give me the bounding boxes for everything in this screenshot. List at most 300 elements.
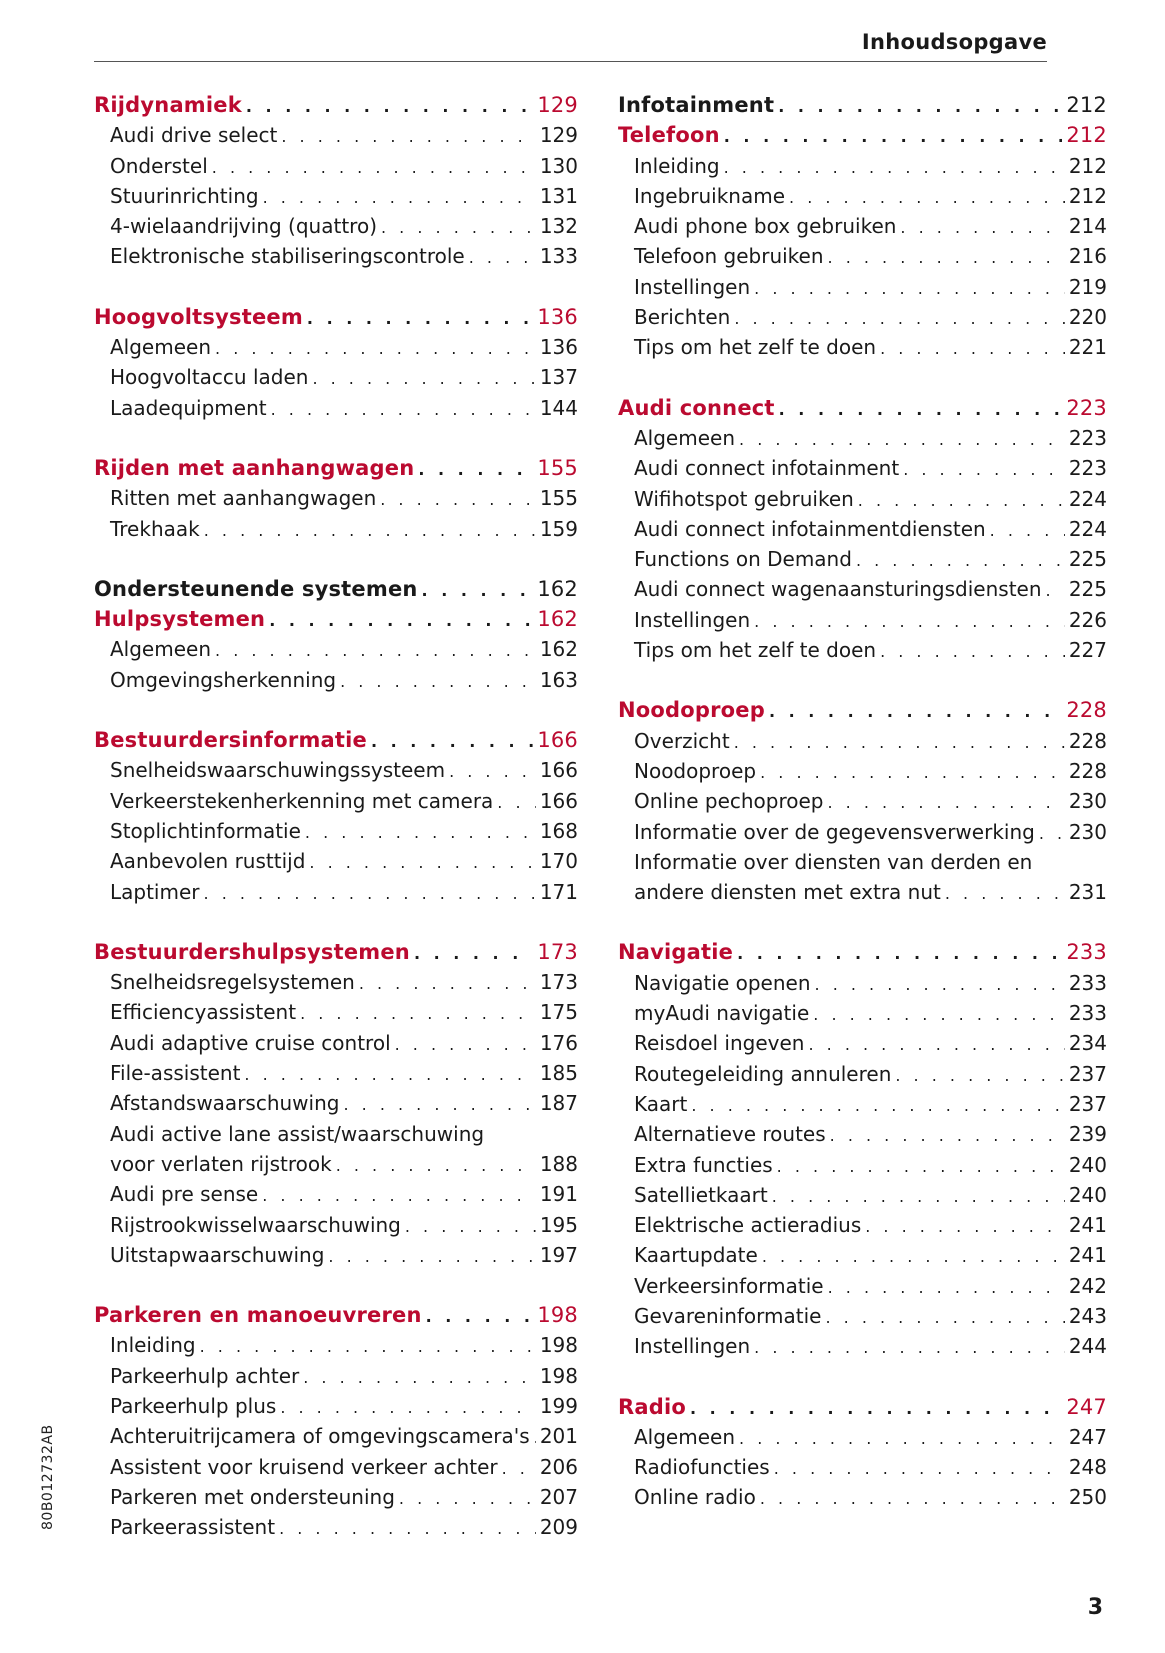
dot-leader	[340, 667, 536, 697]
toc-entry-label: Parkeerassistent	[110, 1515, 276, 1540]
toc-entry-page-number: 207	[539, 1484, 578, 1509]
dot-leader	[359, 969, 536, 999]
toc-entry[interactable]	[618, 241, 1107, 271]
toc-entry-label: Navigatie openen	[634, 970, 811, 995]
dot-leader	[762, 1242, 1065, 1272]
toc-chapter-heading[interactable]	[94, 453, 578, 483]
toc-chapter-heading-page-number: 212	[1066, 123, 1107, 148]
toc-entry-page-number: 170	[539, 849, 578, 874]
toc-entry[interactable]	[618, 1240, 1107, 1270]
toc-entry-label: Instellingen	[634, 274, 751, 299]
toc-entry-page-number: 132	[539, 214, 578, 239]
toc-chapter-heading[interactable]	[94, 604, 578, 634]
toc-entry-label: Audi pre sense	[110, 1182, 259, 1207]
toc-entry[interactable]	[94, 967, 578, 997]
dot-leader	[865, 1212, 1065, 1242]
toc-entry-page-number: 230	[1068, 789, 1107, 814]
toc-entry-label: Stuurinrichting	[110, 183, 259, 208]
toc-entry-page-number: 173	[539, 970, 578, 995]
dot-leader	[395, 1030, 536, 1060]
toc-entry-label: Parkeerhulp plus	[110, 1393, 277, 1418]
dot-leader	[399, 1484, 536, 1514]
toc-entry-label: Kaartupdate	[634, 1243, 758, 1268]
toc-entry[interactable]	[618, 1028, 1107, 1058]
document-code: 80B012732AB	[40, 1424, 56, 1530]
dot-leader	[305, 818, 536, 848]
dot-leader	[754, 1333, 1065, 1363]
toc-entry-page-number: 231	[1068, 880, 1107, 905]
toc-chapter-heading-page-number: 173	[537, 939, 578, 964]
toc-entry-label: Alternatieve routes	[634, 1122, 826, 1147]
dot-leader	[418, 455, 533, 485]
toc-entry-label: Online pechoproep	[634, 789, 824, 814]
toc-entry[interactable]	[618, 1119, 1107, 1149]
toc-section	[618, 695, 1107, 907]
toc-entry[interactable]	[94, 1240, 578, 1270]
dot-leader	[858, 486, 1065, 516]
toc-entry[interactable]	[618, 181, 1107, 211]
toc-entry[interactable]	[618, 574, 1107, 604]
toc-entry-page-number: 240	[1068, 1182, 1107, 1207]
toc-entry-label: Informatie over de gegevensverwerking	[634, 819, 1035, 844]
toc-entry[interactable]	[618, 1150, 1107, 1180]
toc-entry-page-number: 241	[1068, 1243, 1107, 1268]
dot-leader	[426, 1302, 534, 1332]
toc-entry-label: Aanbevolen rusttijd	[110, 849, 306, 874]
toc-entry-page-number: 247	[1068, 1424, 1107, 1449]
toc-entry-label: 4-wielaandrijving (quattro)	[110, 214, 377, 239]
dot-leader	[200, 1332, 536, 1362]
toc-chapter-heading-page-number: 247	[1066, 1394, 1107, 1419]
dot-leader	[312, 364, 535, 394]
toc-entry[interactable]	[94, 1210, 578, 1240]
toc-entry-page-number: 239	[1068, 1122, 1107, 1147]
toc-entry[interactable]	[94, 786, 578, 816]
dot-leader	[830, 1121, 1065, 1151]
dot-leader	[262, 1181, 536, 1211]
toc-entry[interactable]	[618, 968, 1107, 998]
toc-entry-label: Snelheidsregelsystemen	[110, 970, 355, 995]
toc-entry[interactable]	[618, 1452, 1107, 1482]
dot-leader	[778, 92, 1062, 122]
toc-section	[94, 937, 578, 1270]
toc-entry-page-number: 243	[1068, 1303, 1107, 1328]
toc-entry-label: Algemeen	[110, 335, 212, 360]
toc-entry-label: Extra functies	[634, 1152, 773, 1177]
toc-entry-page-number: 201	[539, 1424, 578, 1449]
dot-leader	[449, 757, 536, 787]
toc-entry-page-number: 144	[539, 395, 578, 420]
toc-chapter-heading-page-number: 233	[1066, 940, 1107, 965]
toc-entry[interactable]	[618, 756, 1107, 786]
toc-entry[interactable]	[618, 332, 1107, 362]
toc-chapter-heading-page-number: 223	[1066, 395, 1107, 420]
toc-entry[interactable]	[618, 453, 1107, 483]
toc-entry-label: Parkeren met ondersteuning	[110, 1484, 395, 1509]
toc-entry[interactable]	[94, 181, 578, 211]
dot-leader	[734, 728, 1065, 758]
toc-entry-label: Tips om het zelf te doen	[634, 638, 877, 663]
toc-entry-label: Ingebruikname	[634, 183, 786, 208]
dot-leader	[343, 1090, 535, 1120]
toc-section	[618, 1392, 1107, 1513]
dot-leader	[307, 304, 533, 334]
toc-entry[interactable]	[618, 635, 1107, 665]
toc-entry[interactable]	[618, 1089, 1107, 1119]
toc-entry-label: Verkeersinformatie	[634, 1273, 824, 1298]
toc-entry-page-number: 227	[1068, 638, 1107, 663]
toc-entry-page-number: 175	[539, 1000, 578, 1025]
toc-chapter-heading[interactable]	[618, 937, 1107, 967]
toc-entry-page-number: 206	[539, 1454, 578, 1479]
toc-entry-label: Instellingen	[634, 607, 751, 632]
toc-entry-label: Informatie over diensten van derden en	[634, 849, 1033, 874]
toc-entry[interactable]	[618, 151, 1107, 181]
dot-leader	[895, 1061, 1064, 1091]
toc-chapter-heading-label: Infotainment	[618, 93, 775, 117]
toc-entry[interactable]	[618, 877, 1107, 907]
dot-leader	[774, 1454, 1065, 1484]
dot-leader	[739, 1424, 1065, 1454]
toc-chapter-heading-page-number: 166	[537, 728, 578, 753]
toc-chapter-heading[interactable]	[94, 90, 578, 120]
dot-leader	[815, 970, 1065, 1000]
toc-entry[interactable]	[618, 1059, 1107, 1089]
toc-entry-page-number: 176	[539, 1030, 578, 1055]
toc-entry-label: Efficiencyassistent	[110, 1000, 297, 1025]
dot-leader	[724, 153, 1065, 183]
dot-leader	[502, 1454, 536, 1484]
toc-entry-page-number: 250	[1068, 1485, 1107, 1510]
dot-leader	[990, 516, 1065, 546]
toc-chapter-heading[interactable]	[618, 90, 1107, 120]
dot-leader	[336, 1151, 536, 1181]
toc-entry-page-number: 223	[1068, 456, 1107, 481]
toc-entry-label: Inleiding	[634, 153, 720, 178]
toc-entry-page-number: 216	[1068, 244, 1107, 269]
toc-entry-page-number: 163	[539, 667, 578, 692]
toc-entry-page-number: 226	[1068, 607, 1107, 632]
toc-entry-label: Assistent voor kruisend verkeer achter	[110, 1454, 498, 1479]
toc-entry[interactable]	[618, 544, 1107, 574]
toc-entry-label: Audi connect infotainmentdiensten	[634, 516, 986, 541]
header-divider	[94, 61, 1047, 62]
toc-entry-page-number: 131	[539, 183, 578, 208]
toc-entry-label: Telefoon gebruiken	[634, 244, 824, 269]
toc-entry-label: Inleiding	[110, 1333, 196, 1358]
dot-leader	[371, 727, 533, 757]
toc-chapter-heading[interactable]	[94, 574, 578, 604]
toc-entry[interactable]	[618, 605, 1107, 635]
toc-entry-page-number: 136	[539, 335, 578, 360]
toc-entry[interactable]	[94, 1058, 578, 1088]
dot-leader	[724, 122, 1063, 152]
toc-chapter-heading-label: Radio	[618, 1394, 686, 1419]
toc-entry-page-number: 185	[539, 1061, 578, 1086]
toc-chapter-heading-label: Bestuurdershulpsystemen	[94, 939, 410, 964]
toc-entry-label: Functions on Demand	[634, 547, 852, 572]
toc-entry-label: Reisdoel ingeven	[634, 1031, 805, 1056]
toc-entry[interactable]	[94, 362, 578, 392]
toc-section	[94, 574, 578, 695]
toc-entry-page-number: 166	[539, 788, 578, 813]
toc-entry-page-number: 197	[539, 1242, 578, 1267]
toc-entry[interactable]	[618, 1331, 1107, 1361]
toc-entry-page-number: 133	[539, 244, 578, 269]
toc-entry-page-number: 212	[1068, 153, 1107, 178]
dot-leader	[777, 1152, 1065, 1182]
toc-entry[interactable]	[94, 151, 578, 181]
toc-entry-label: Afstandswaarschuwing	[110, 1091, 340, 1116]
toc-entry-label: Audi connect wagenaansturingsdiensten	[634, 577, 1042, 602]
toc-entry[interactable]	[618, 514, 1107, 544]
toc-entry[interactable]	[618, 1482, 1107, 1512]
dot-leader	[754, 274, 1065, 304]
toc-chapter-heading-label: Rijdynamiek	[94, 93, 242, 117]
toc-entry-label: Omgevingsherkenning	[110, 667, 337, 692]
toc-entry-page-number: 225	[1068, 577, 1107, 602]
toc-entry[interactable]	[94, 241, 578, 271]
toc-section	[618, 937, 1107, 1361]
toc-entry[interactable]	[94, 997, 578, 1027]
toc-chapter-heading-page-number: 162	[537, 576, 578, 601]
dot-leader	[754, 607, 1065, 637]
dot-leader	[469, 243, 536, 273]
toc-entry[interactable]	[94, 665, 578, 695]
dot-leader	[215, 334, 536, 364]
toc-entry-page-number: 225	[1068, 547, 1107, 572]
toc-entry-label: Rijstrookwisselwaarschuwing	[110, 1212, 401, 1237]
dot-leader	[405, 1212, 536, 1242]
toc-entry[interactable]	[94, 1391, 578, 1421]
toc-entry[interactable]	[618, 726, 1107, 756]
toc-entry-label: voor verlaten rijstrook	[110, 1151, 332, 1176]
toc-chapter-heading[interactable]	[94, 937, 578, 967]
dot-leader	[1039, 819, 1065, 849]
dot-leader	[903, 455, 1065, 485]
toc-entry[interactable]	[618, 272, 1107, 302]
dot-leader	[212, 153, 536, 183]
toc-entry-label: Hoogvoltaccu laden	[110, 365, 309, 390]
toc-entry[interactable]	[618, 786, 1107, 816]
toc-entry-page-number: 188	[539, 1151, 578, 1176]
toc-entry-label: Online radio	[634, 1485, 756, 1510]
toc-entry-page-number: 155	[539, 486, 578, 511]
toc-section	[618, 393, 1107, 666]
toc-entry[interactable]	[94, 120, 578, 150]
dot-leader	[271, 395, 536, 425]
toc-entry[interactable]	[94, 634, 578, 664]
toc-entry-page-number: 233	[1068, 1001, 1107, 1026]
toc-section	[94, 1300, 578, 1542]
page-header-title: Inhoudsopgave	[861, 30, 1047, 54]
toc-entry[interactable]	[94, 1421, 578, 1451]
toc-entry[interactable]	[618, 211, 1107, 241]
toc-entry-label: Ritten met aanhangwagen	[110, 486, 377, 511]
toc-entry-page-number: 223	[1068, 425, 1107, 450]
toc-entry-page-number: 130	[539, 153, 578, 178]
toc-entry[interactable]	[94, 1149, 578, 1179]
toc-entry-label: Audi connect infotainment	[634, 456, 900, 481]
dot-leader	[204, 516, 536, 546]
dot-leader	[691, 1091, 1064, 1121]
dot-leader	[880, 334, 1065, 364]
dot-leader	[880, 637, 1065, 667]
toc-entry-page-number: 228	[1068, 758, 1107, 783]
dot-leader	[828, 788, 1065, 818]
dot-leader	[414, 939, 533, 969]
dot-leader	[303, 1363, 536, 1393]
dot-leader	[739, 425, 1065, 455]
toc-entry-label: Tips om het zelf te doen	[634, 335, 877, 360]
dot-leader	[900, 213, 1064, 243]
toc-chapter-heading[interactable]	[618, 120, 1107, 150]
dot-leader	[279, 1514, 536, 1544]
toc-left-column	[94, 90, 578, 1572]
toc-entry-page-number: 220	[1068, 305, 1107, 330]
toc-entry-label: File-assistent	[110, 1061, 241, 1086]
toc-entry-label: Elektronische stabiliseringscontrole	[110, 244, 465, 269]
dot-leader	[497, 788, 536, 818]
toc-entry-label: Kaart	[634, 1091, 688, 1116]
dot-leader	[269, 606, 533, 636]
toc-entry[interactable]	[94, 1179, 578, 1209]
toc-entry-label: Radiofuncties	[634, 1455, 770, 1480]
dot-leader	[813, 1000, 1065, 1030]
toc-chapter-heading[interactable]	[94, 302, 578, 332]
toc-entry[interactable]	[94, 514, 578, 544]
dot-leader	[534, 1423, 536, 1453]
toc-entry[interactable]	[618, 1271, 1107, 1301]
toc-entry-label: Laadequipment	[110, 395, 267, 420]
toc-entry-page-number: 198	[539, 1363, 578, 1388]
toc-entry-label: Verkeerstekenherkenning met camera	[110, 788, 494, 813]
toc-entry-page-number: 244	[1068, 1334, 1107, 1359]
toc-section	[618, 90, 1107, 363]
toc-chapter-heading-page-number: 212	[1066, 93, 1107, 117]
toc-entry-label: Snelheidswaarschuwingssysteem	[110, 758, 446, 783]
toc-entry[interactable]	[618, 1422, 1107, 1452]
dot-leader	[1046, 576, 1065, 606]
toc-entry-page-number: 233	[1068, 970, 1107, 995]
toc-chapter-heading[interactable]	[618, 695, 1107, 725]
dot-leader	[828, 243, 1065, 273]
toc-entry[interactable]	[94, 1330, 578, 1360]
toc-entry-label: Algemeen	[634, 425, 736, 450]
toc-entry[interactable]	[94, 1028, 578, 1058]
toc-chapter-heading-label: Hoogvoltsysteem	[94, 304, 303, 329]
toc-entry[interactable]	[94, 755, 578, 785]
toc-entry-page-number: 230	[1068, 819, 1107, 844]
toc-chapter-heading-page-number: 198	[537, 1303, 578, 1328]
dot-leader	[760, 758, 1065, 788]
toc-entry[interactable]	[94, 1088, 578, 1118]
toc-chapter-heading-label: Navigatie	[618, 940, 734, 965]
toc-entry-label: Parkeerhulp achter	[110, 1363, 300, 1388]
toc-entry-page-number: 228	[1068, 728, 1107, 753]
toc-entry-label: Stoplichtinformatie	[110, 818, 301, 843]
toc-entry[interactable]	[94, 1361, 578, 1391]
toc-entry-label: Instellingen	[634, 1334, 751, 1359]
dot-leader	[690, 1394, 1062, 1424]
toc-entry-label: Audi active lane assist/waarschuwing	[110, 1121, 485, 1146]
toc-chapter-heading-page-number: 136	[537, 304, 578, 329]
dot-leader	[246, 92, 533, 122]
toc-entry-label: Noodoproep	[634, 758, 757, 783]
toc-entry-label: Onderstel	[110, 153, 208, 178]
toc-entry-label: andere diensten met extra nut	[634, 880, 941, 905]
toc-chapter-heading-label: Hulpsystemen	[94, 607, 266, 632]
toc-entry[interactable]	[618, 847, 1107, 877]
toc-chapter-heading-label: Bestuurdersinformatie	[94, 728, 367, 753]
toc-entry[interactable]	[94, 393, 578, 423]
toc-entry-page-number: 224	[1068, 516, 1107, 541]
toc-entry[interactable]	[94, 1482, 578, 1512]
toc-entry-page-number: 214	[1068, 214, 1107, 239]
toc-entry[interactable]	[94, 1119, 578, 1149]
toc-entry[interactable]	[618, 1210, 1107, 1240]
toc-chapter-heading[interactable]	[94, 1300, 578, 1330]
toc-entry[interactable]	[618, 1180, 1107, 1210]
toc-chapter-heading-page-number: 155	[537, 455, 578, 480]
toc-entry[interactable]	[618, 998, 1107, 1028]
toc-entry-label: Satellietkaart	[634, 1182, 768, 1207]
toc-chapter-heading-label: Telefoon	[618, 123, 720, 148]
toc-entry[interactable]	[94, 1512, 578, 1542]
toc-entry-label: Audi adaptive cruise control	[110, 1030, 391, 1055]
toc-entry[interactable]	[618, 817, 1107, 847]
toc-chapter-heading[interactable]	[618, 1392, 1107, 1422]
toc-entry[interactable]	[618, 423, 1107, 453]
toc-section	[94, 90, 578, 272]
dot-leader	[328, 1242, 535, 1272]
toc-entry-page-number: 221	[1068, 335, 1107, 360]
toc-chapter-heading-label: Parkeren en manoeuvreren	[94, 1303, 422, 1328]
toc-chapter-heading[interactable]	[618, 393, 1107, 423]
toc-right-column	[618, 90, 1107, 1543]
toc-entry[interactable]	[618, 302, 1107, 332]
toc-entry[interactable]	[94, 332, 578, 362]
toc-entry-page-number: 241	[1068, 1213, 1107, 1238]
dot-leader	[244, 1060, 535, 1090]
toc-entry-label: Trekhaak	[110, 516, 200, 541]
toc-entry[interactable]	[94, 1452, 578, 1482]
toc-chapter-heading[interactable]	[94, 725, 578, 755]
toc-entry[interactable]	[94, 211, 578, 241]
toc-entry-label: Elektrische actieradius	[634, 1213, 862, 1238]
toc-entry[interactable]	[94, 846, 578, 876]
toc-chapter-heading-label: Ondersteunende systemen	[94, 576, 418, 601]
toc-entry[interactable]	[94, 816, 578, 846]
dot-leader	[204, 879, 536, 909]
toc-chapter-heading-page-number: 162	[537, 607, 578, 632]
toc-entry[interactable]	[618, 484, 1107, 514]
toc-entry-page-number: 137	[539, 365, 578, 390]
dot-leader	[856, 546, 1065, 576]
toc-entry[interactable]	[94, 483, 578, 513]
toc-entry-page-number: 195	[539, 1212, 578, 1237]
dot-leader	[422, 576, 534, 606]
toc-entry[interactable]	[618, 1301, 1107, 1331]
dot-leader	[381, 213, 536, 243]
toc-entry-page-number: 237	[1068, 1091, 1107, 1116]
toc-entry-label: Laptimer	[110, 879, 200, 904]
dot-leader	[828, 1273, 1065, 1303]
toc-entry-label: Routegeleiding annuleren	[634, 1061, 892, 1086]
toc-entry-page-number: 199	[539, 1393, 578, 1418]
toc-entry[interactable]	[94, 877, 578, 907]
toc-entry-page-number: 209	[539, 1515, 578, 1540]
